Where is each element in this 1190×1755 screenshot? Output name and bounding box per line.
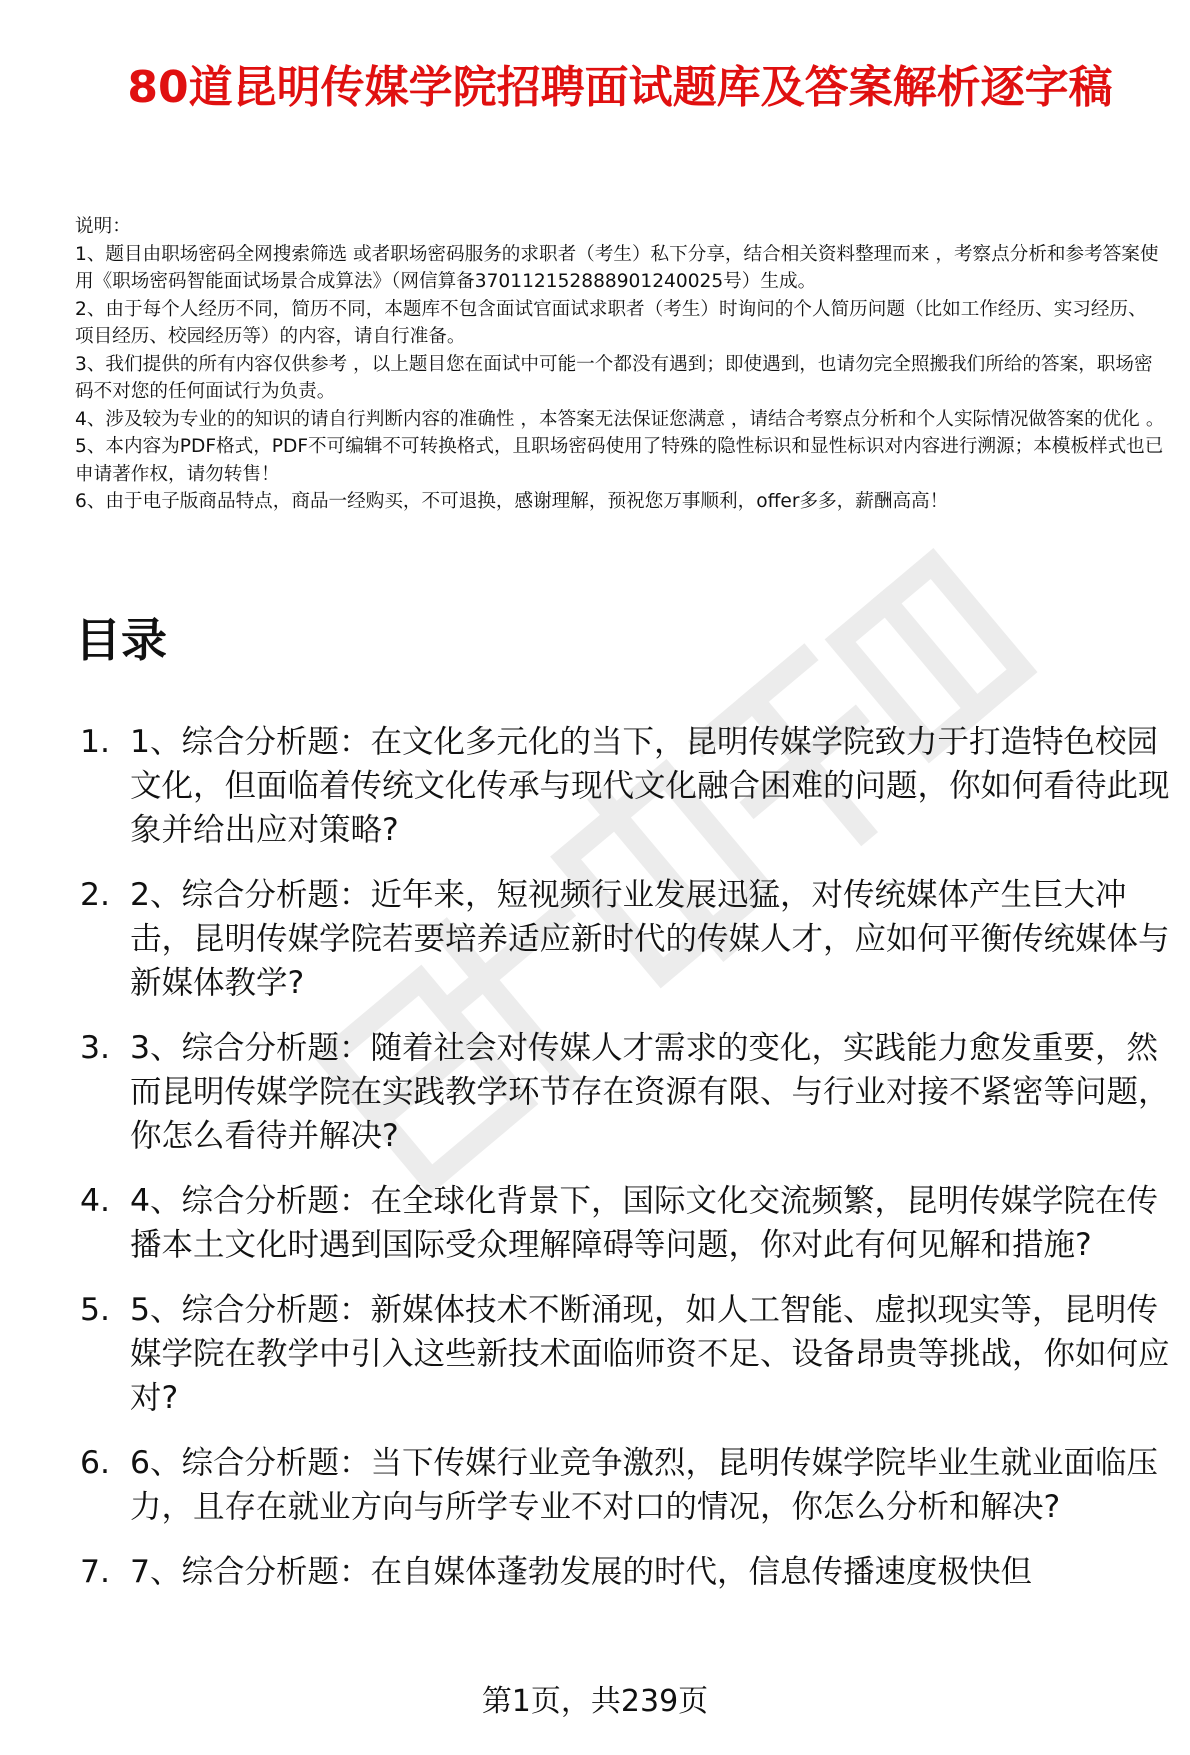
note-item: 1、题目由职场密码全网搜索筛选 或者职场密码服务的求职者（考生）私下分享，结合相关资料整理而来 ，考察点分析和参考答案使用《职场密码智能面试场景合成算法》（网信算备370112152888901240025号）生成。	[75, 243, 1159, 292]
toc-item-number: 4.	[80, 1183, 111, 1219]
toc-item-text[interactable]: 4、综合分析题：在全球化背景下，国际文化交流频繁，昆明传媒学院在传播本土文化时遇到国际受众理解障碍等问题，你对此有何见解和措施?	[130, 1183, 1159, 1263]
note-item: 3、我们提供的所有内容仅供参考 ，以上题目您在面试中可能一个都没有遇到；即使遇到，也请勿完全照搬我们所给的答案，职场密码不对您的任何面试行为负责。	[75, 353, 1153, 402]
toc-item[interactable]	[75, 1550, 1170, 1594]
toc-item-text[interactable]: 3、综合分析题：随着社会对传媒人才需求的变化，实践能力愈发重要，然而昆明传媒学院在实践教学环节存在资源有限、与行业对接不紧密等问题，你怎么看待并解决?	[130, 1030, 1170, 1154]
note-item: 6、由于电子版商品特点，商品一经购买，不可退换，感谢理解，预祝您万事顺利，offer多多，薪酬高高！	[75, 491, 949, 512]
toc-item-text[interactable]: 6、综合分析题：当下传媒行业竞争激烈，昆明传媒学院毕业生就业面临压力，且存在就业方向与所学专业不对口的情况，你怎么分析和解决?	[130, 1445, 1159, 1525]
toc-heading: 目录	[75, 613, 167, 667]
toc-item-number: 3.	[80, 1030, 111, 1066]
toc-item-text[interactable]: 2、综合分析题：近年来，短视频行业发展迅猛，对传统媒体产生巨大冲击，昆明传媒学院若要培养适应新时代的传媒人才，应如何平衡传统媒体与新媒体教学?	[130, 877, 1170, 1001]
toc-item-number: 7.	[80, 1554, 111, 1590]
toc-item-number: 6.	[80, 1445, 111, 1481]
toc-item[interactable]	[75, 1026, 1170, 1158]
toc-item-text[interactable]: 7、综合分析题：在自媒体蓬勃发展的时代，信息传播速度极快但	[130, 1554, 1033, 1590]
toc-item[interactable]	[75, 720, 1170, 852]
toc-item[interactable]	[75, 1441, 1170, 1529]
toc-item[interactable]	[75, 873, 1170, 1005]
table-of-contents	[75, 720, 1170, 1615]
note-item: 2、由于每个人经历不同，简历不同，本题库不包含面试官面试求职者（考生）时询问的个人简历问题（比如工作经历、实习经历、项目经历、校园经历等）的内容，请自行准备。	[75, 298, 1147, 347]
toc-item-text[interactable]: 5、综合分析题：新媒体技术不断涌现，如人工智能、虚拟现实等，昆明传媒学院在教学中引入这些新技术面临师资不足、设备昂贵等挑战，你如何应对?	[130, 1292, 1170, 1416]
toc-item[interactable]	[75, 1179, 1170, 1267]
toc-item-number: 1.	[80, 724, 111, 760]
toc-item-text[interactable]: 1、综合分析题：在文化多元化的当下，昆明传媒学院致力于打造特色校园文化，但面临着传统文化传承与现代文化融合困难的问题，你如何看待此现象并给出应对策略?	[130, 724, 1170, 848]
note-item: 4、涉及较为专业的的知识的请自行判断内容的准确性 ，本答案无法保证您满意 ，请结合考察点分析和个人实际情况做答案的优化 。	[75, 408, 1165, 430]
toc-item-number: 2.	[80, 877, 111, 913]
notes-section	[75, 213, 1165, 516]
toc-item-number: 5.	[80, 1292, 111, 1328]
page-footer: 第1页，共239页	[481, 1684, 709, 1719]
document-title: 80道昆明传媒学院招聘面试题库及答案解析逐字稿	[127, 62, 1113, 113]
notes-heading: 说明：	[75, 216, 131, 237]
note-item: 5、本内容为PDF格式，PDF不可编辑不可转换格式，且职场密码使用了特殊的隐性标识和显性标识对内容进行溯源；本模板样式也已申请著作权，请勿转售！	[75, 436, 1164, 485]
toc-item[interactable]	[75, 1288, 1170, 1420]
